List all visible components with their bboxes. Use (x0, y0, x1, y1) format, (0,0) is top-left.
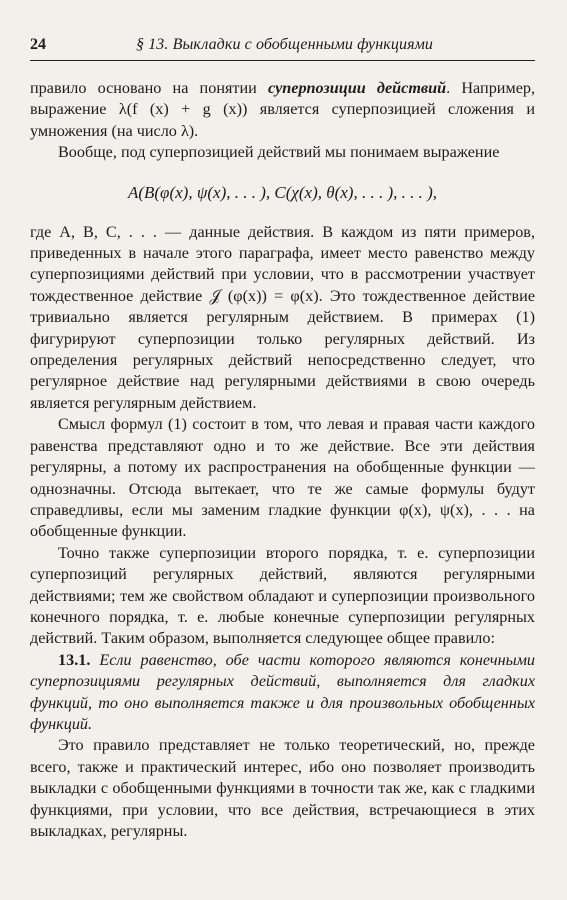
paragraph-3: где A, B, C, . . . — данные действия. В каждом из пяти примеров, приведенных в начале этого параграфа, имеет место равенство между суперпозициями действий при условии, что в рассмотрении участвует тождественное действие 𝒥 (φ(x)) = φ(x). Это тождественное действие тривиально является регулярным действием. В примерах (1) фигурируют суперпозиции только регулярных действий. Из определения регулярных действий непосредственно следует, что регулярное действие над регулярными действиями в свою очередь является регулярным действием. (30, 222, 535, 412)
page-body (30, 78, 535, 842)
paragraph-2: Вообще, под суперпозицией действий мы понимаем выражение (58, 143, 500, 162)
paragraph-7: Это правило представляет не только теоретический, но, прежде всего, также и практический интерес, ибо оно позволяет производить выкладки с обобщенными функциями в точности так же, как с гладкими функциями, при условии, что все действия, встречающиеся в этих выкладках, регулярны. (30, 736, 535, 840)
page-number: 24 (30, 36, 46, 53)
paragraph-1 (30, 78, 535, 142)
paragraph-1-rest: . Например, выражение λ(f (x) + g (x)) является суперпозицией сложения и умножения (на число λ). (30, 79, 536, 140)
running-title: § 13. Выкладки с обобщенными функциями (136, 36, 434, 53)
paragraph-4: Смысл формул (1) состоит в том, что левая и правая части каждого равенства представляют одно и то же действие. Все эти действия регулярны, а потому их распространения на обобщенные функции — однозначны. Отсюда вытекает, что те же самые формулы будут справедливы, если мы заменим гладкие функции φ(x), ψ(x), . . . на обобщенные функции. (30, 415, 535, 541)
emphasis-superposition: суперпозиции действий (268, 79, 447, 97)
rule-13-1 (30, 650, 535, 736)
rule-number: 13.1. (58, 650, 91, 669)
page-header (30, 36, 535, 61)
rule-text: Если равенство, обе части которого являются конечными суперпозициями регулярных действий, выполняется для гладких функций, то оно выполняется также и для произвольных обобщенных функций. (30, 650, 535, 733)
paragraph-5: Точно также суперпозиции второго порядка, т. е. суперпозиции суперпозиций регулярных действий, являются регулярными действиями; тем же свойством обладают и суперпозиции произвольного конечного порядка, т. е. любые конечные суперпозиции регулярных действий. Таким образом, выполняется следующее общее правило: (30, 543, 535, 648)
paragraph-1-text: правило основано на понятии (30, 79, 268, 97)
superposition-formula: A(B(φ(x), ψ(x), . . . ), C(χ(x), θ(x), . . . ), . . . ), (127, 182, 438, 202)
